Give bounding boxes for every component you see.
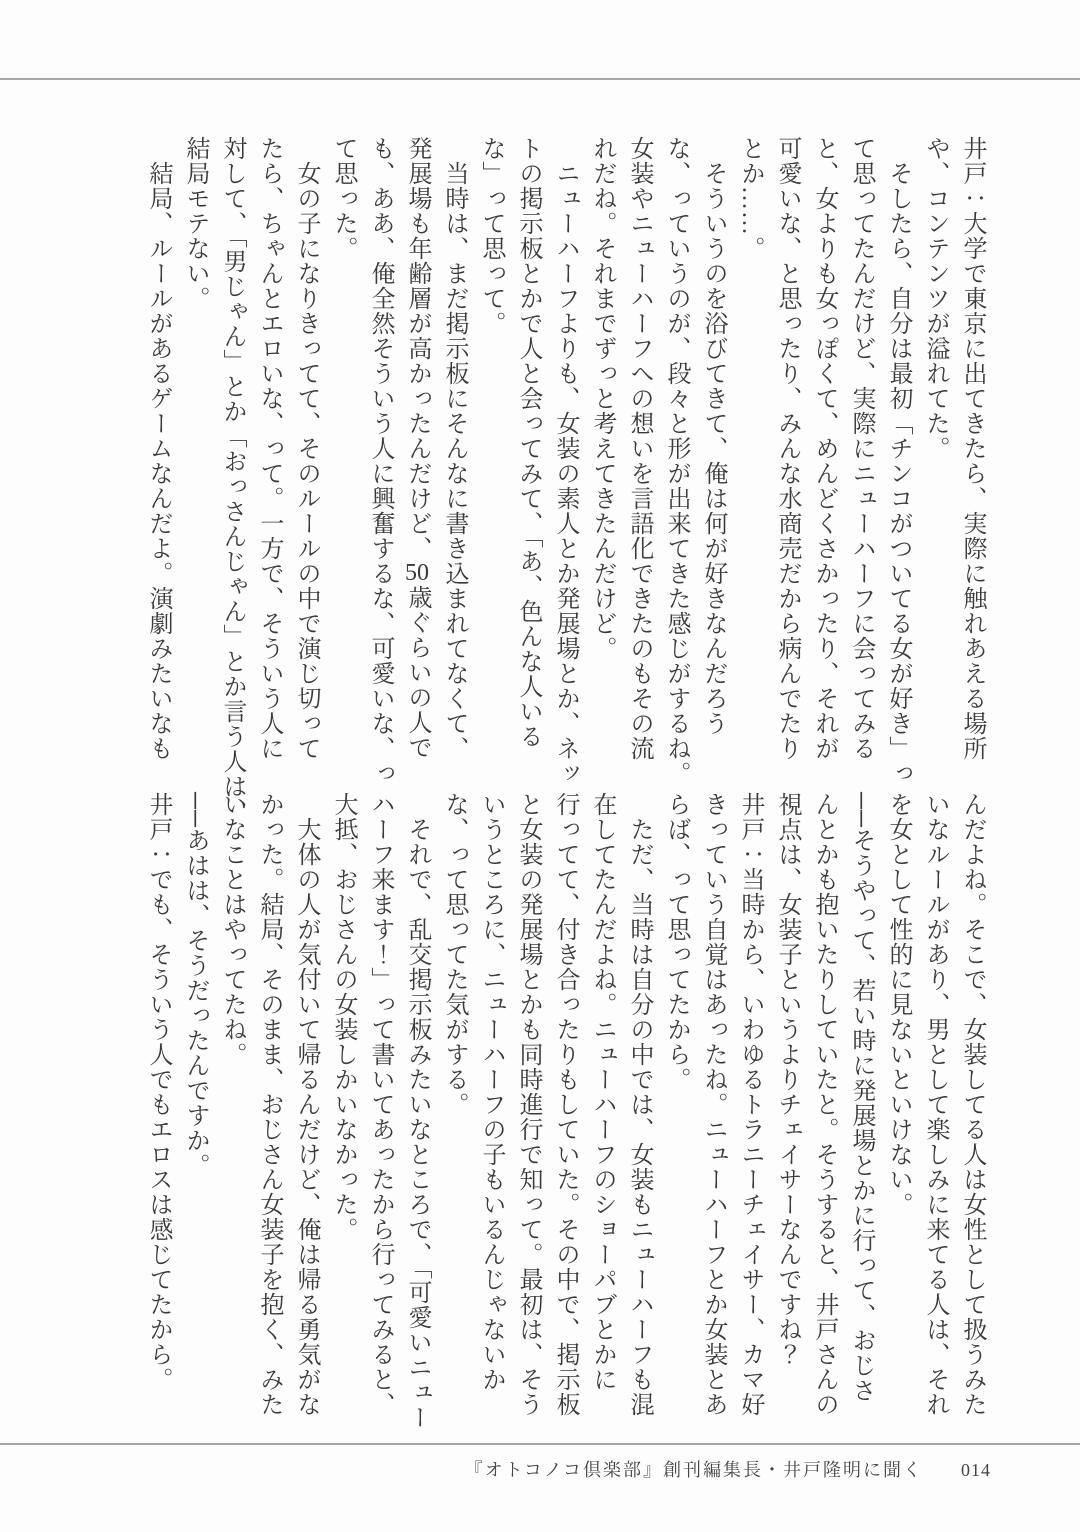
text-column: とか……。 [737, 136, 763, 261]
text-column: 大体の人が気付いて帰るんだけど、俺は帰る勇気がな [293, 792, 319, 1417]
text-column: 可愛いな、と思ったり、みんな水商売だから病んでたり [774, 136, 800, 761]
text-column: んとかも抱いたりしていたと。そうすると、井戸さんの [811, 792, 837, 1417]
text-column: たら、ちゃんとエロいな、って。一方で、そういう人に [256, 136, 282, 761]
text-column: 大抵、おじさんの女装しかいなかった。 [330, 792, 356, 1242]
text-column: な、って思ってた気がする。 [441, 792, 467, 1117]
text-column: ただ、当時は自分の中では、女装もニューハーフも混 [626, 792, 652, 1417]
text-column: 当時は、まだ掲示板にそんなに書き込まれてなくて、 [441, 136, 467, 761]
text-column: 井戸：でも、そういう人でもエロスは感じてたから。 [145, 792, 171, 1392]
text-tier-upper [139, 136, 990, 824]
footer-title: 『オトコノコ倶楽部』創刊編集長・井戸隆明に聞く [464, 1460, 923, 1480]
text-column: て思ってたんだけど、実際にニューハーフに会ってみる [848, 136, 874, 761]
text-column: 行ってて、付き合ったりもしていた。その中で、掲示板 [552, 792, 578, 1417]
text-column: いなルールがあり、男として楽しみに来てる人は、それ [922, 792, 948, 1417]
text-column: 視点は、女装子というよりチェイサーなんですね？ [774, 792, 800, 1367]
text-column: いなことはやってたね。 [219, 792, 245, 1067]
text-column: ニューハーフよりも、女装の素人とか発展場とか、ネッ [552, 136, 578, 786]
text-column: トの掲示板とかで人と会ってみて、「あ、色んな人いる [515, 136, 541, 749]
text-column: な」って思って。 [478, 136, 504, 336]
text-column: 井戸：当時から、いわゆるトラニーチェイサー、カマ好 [737, 792, 763, 1417]
text-column: ──そうやって、若い時に発展場とかに行って、おじさ [848, 792, 874, 1404]
text-column: 対して、「男じゃん」とか「おっさんじゃん」とか言う人は、 [219, 136, 245, 824]
text-column: と、女よりも女っぽくて、めんどくさかったり、それが [811, 136, 837, 761]
text-tier-lower [139, 792, 990, 1430]
text-column: 女装やニューハーフへの想いを言語化できたのもその流 [626, 136, 652, 761]
text-column: ハーフ来ます！」って書いてあったから行ってみると、 [367, 792, 393, 1417]
footer-page-number: 014 [961, 1460, 991, 1480]
text-column: かった。結局、そのまま、おじさん女装子を抱く、みた [256, 792, 282, 1417]
page-footer [465, 1456, 991, 1482]
text-column: んだよね。そこで、女装してる人は女性として扱うみた [959, 792, 985, 1417]
text-column: そういうのを浴びてきて、俺は何が好きなんだろう [700, 136, 726, 736]
text-column: それで、乱交掲示板みたいなところで、「可愛いニュー [404, 792, 430, 1430]
text-column: を女として性的に見ないといけない。 [885, 792, 911, 1217]
text-column: 結局、ルールがあるゲームなんだよ。演劇みたいなも [145, 136, 171, 761]
text-column: きっていう自覚はあったね。ニューハーフとか女装とあ [700, 792, 726, 1417]
text-column: と女装の発展場とかも同時進行で知って。最初は、そう [515, 792, 541, 1417]
text-column: 在してたんだよね。ニューハーフのショーパブとかに [589, 792, 615, 1392]
text-column: そしたら、自分は最初「チンコがついてる女が好き」っ [885, 136, 911, 786]
text-column: いうところに、ニューハーフの子もいるんじゃないか [478, 792, 504, 1392]
text-column: 井戸：大学で東京に出てきたら、実際に触れあえる場所 [959, 136, 985, 761]
text-column: 発展場も年齢層が高かったんだけど、50歳ぐらいの人で [404, 136, 430, 760]
text-column: や、コンテンツが溢れてた。 [922, 136, 948, 461]
text-column: 結局モテない。 [182, 136, 208, 311]
text-column: 女の子になりきってて、そのルールの中で演じ切って [293, 136, 319, 761]
header-rule [0, 78, 1080, 80]
text-column: も、ああ、俺全然そういう人に興奮するな、可愛いな、っ [367, 136, 393, 786]
text-column: らば、って思ってたから。 [663, 792, 689, 1092]
text-column: な、っていうのが、段々と形が出来てきた感じがするね。 [663, 136, 689, 786]
text-column: れだね。それまでずっと考えてきたんだけど。 [589, 136, 615, 661]
text-column: て思った。 [330, 136, 356, 261]
tatechuyoko-number: 50 [405, 561, 429, 585]
footer-rule [0, 1443, 1080, 1445]
text-column: ──あはは、そうだったんですか。 [182, 792, 208, 1179]
